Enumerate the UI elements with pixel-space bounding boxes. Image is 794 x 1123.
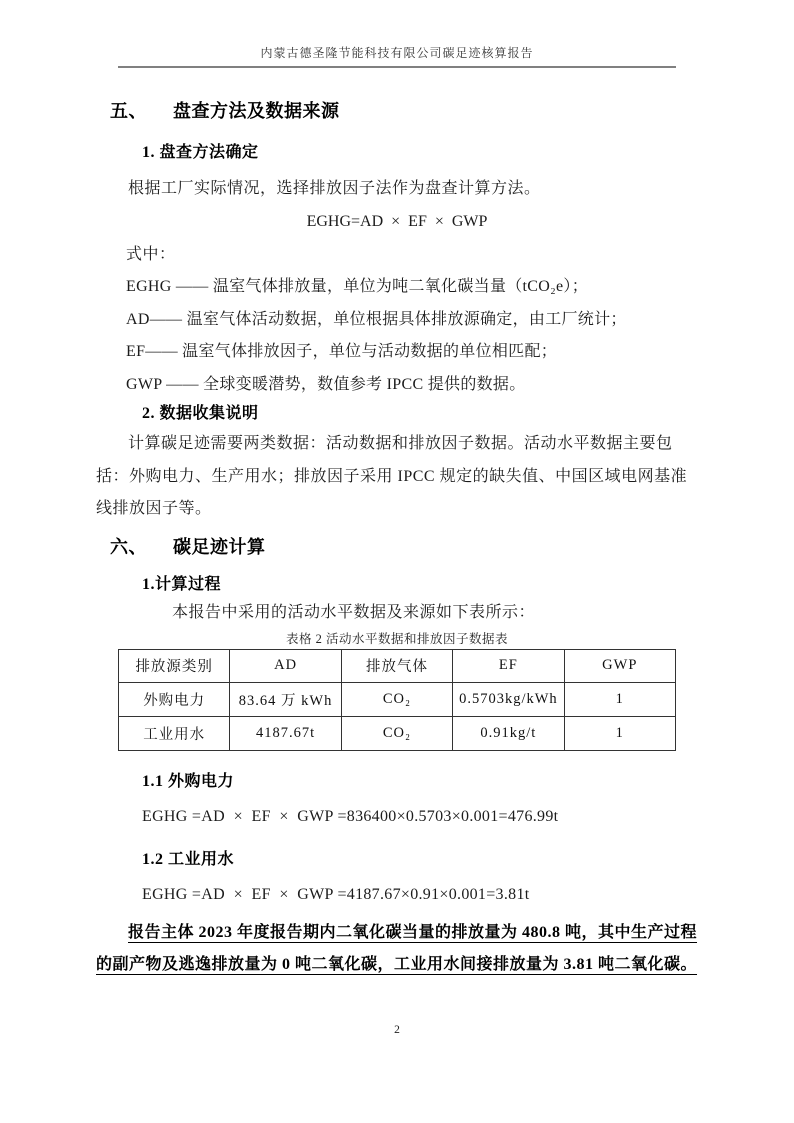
section5-heading: [96, 98, 698, 124]
section5-sub1-heading: 1. 盘查方法确定: [142, 144, 259, 161]
document-body: [96, 94, 698, 982]
cell-gas: CO₂: [341, 682, 452, 716]
section5-sub2-heading: 2. 数据收集说明: [142, 405, 259, 422]
table-row-water: [119, 716, 676, 750]
method-paragraph: 根据工厂实际情况，选择排放因子法作为盘查计算方法。: [128, 180, 541, 197]
section6-title: 碳足迹计算: [173, 536, 266, 557]
table-header-row: [119, 649, 676, 682]
activity-data-table: [118, 649, 676, 751]
header-title: 内蒙古德圣隆节能科技有限公司碳足迹核算报告: [260, 46, 534, 60]
data-collection-paragraph: 计算碳足迹需要两类数据：活动数据和排放因子数据。活动水平数据主要包括：外购电力、生产用水；排放因子采用 IPCC 规定的缺失值、中国区域电网基准线排放因子等。: [96, 435, 688, 517]
cell-source: 外购电力: [119, 682, 230, 716]
table-caption: 表格 2 活动水平数据和排放因子数据表: [285, 631, 508, 646]
cell-gwp: 1: [564, 716, 675, 750]
definition-gwp: GWP —— 全球变暖潜势，数值参考 IPCC 提供的数据。: [126, 375, 526, 393]
col-header-ef: EF: [453, 649, 564, 682]
ghg-formula: EGHG=AD × EF × GWP: [306, 213, 488, 230]
cell-gas: CO₂: [341, 716, 452, 750]
table-intro: 本报告中采用的活动水平数据及来源如下表所示：: [172, 603, 536, 621]
cell-gwp: 1: [564, 682, 675, 716]
definition-eghg: EGHG —— 温室气体排放量，单位为吨二氧化碳当量（tCO₂e）；: [126, 278, 588, 295]
section6-heading: [96, 534, 698, 560]
conclusion-paragraph: 报告主体 2023 年度报告期内二氧化碳当量的排放量为 480.8 吨，其中生产过程的副产物及逃逸排放量为 0 吨二氧化碳，工业用水间接排放量为 3.81 吨二氧化碳。: [96, 923, 698, 973]
section6-number: 六、: [110, 536, 147, 557]
header-rule: [118, 66, 676, 68]
section5-title: 盘查方法及数据来源: [173, 101, 340, 121]
running-header: [96, 0, 698, 68]
cell-ad: 4187.67t: [230, 716, 341, 750]
page-number: 2: [394, 1024, 400, 1036]
where-label: 式中：: [126, 246, 176, 263]
col-header-gwp: GWP: [564, 649, 675, 682]
cell-ef: 0.91kg/t: [453, 716, 564, 750]
cell-source: 工业用水: [119, 716, 230, 750]
calc1-heading: 1.1 外购电力: [142, 772, 235, 790]
table-row-electricity: [119, 682, 676, 716]
term-definitions: [96, 271, 698, 401]
definition-ef: EF—— 温室气体排放因子，单位与活动数据的单位相匹配；: [126, 343, 558, 360]
cell-ad: 83.64 万 kWh: [230, 682, 341, 716]
calc2-heading: 1.2 工业用水: [142, 850, 235, 868]
section5-number: 五、: [110, 101, 147, 121]
calc2-formula: EGHG =AD × EF × GWP =4187.67×0.91×0.001=3.81t: [142, 885, 530, 903]
cell-ef: 0.5703kg/kWh: [453, 682, 564, 716]
section6-sub1-heading: 1.计算过程: [142, 575, 222, 593]
col-header-source: 排放源类别: [119, 649, 230, 682]
col-header-ad: AD: [230, 649, 341, 682]
calc1-formula: EGHG =AD × EF × GWP =836400×0.5703×0.001=476.99t: [142, 807, 559, 825]
definition-ad: AD—— 温室气体活动数据，单位根据具体排放源确定，由工厂统计；: [126, 310, 627, 328]
col-header-gas: 排放气体: [341, 649, 452, 682]
